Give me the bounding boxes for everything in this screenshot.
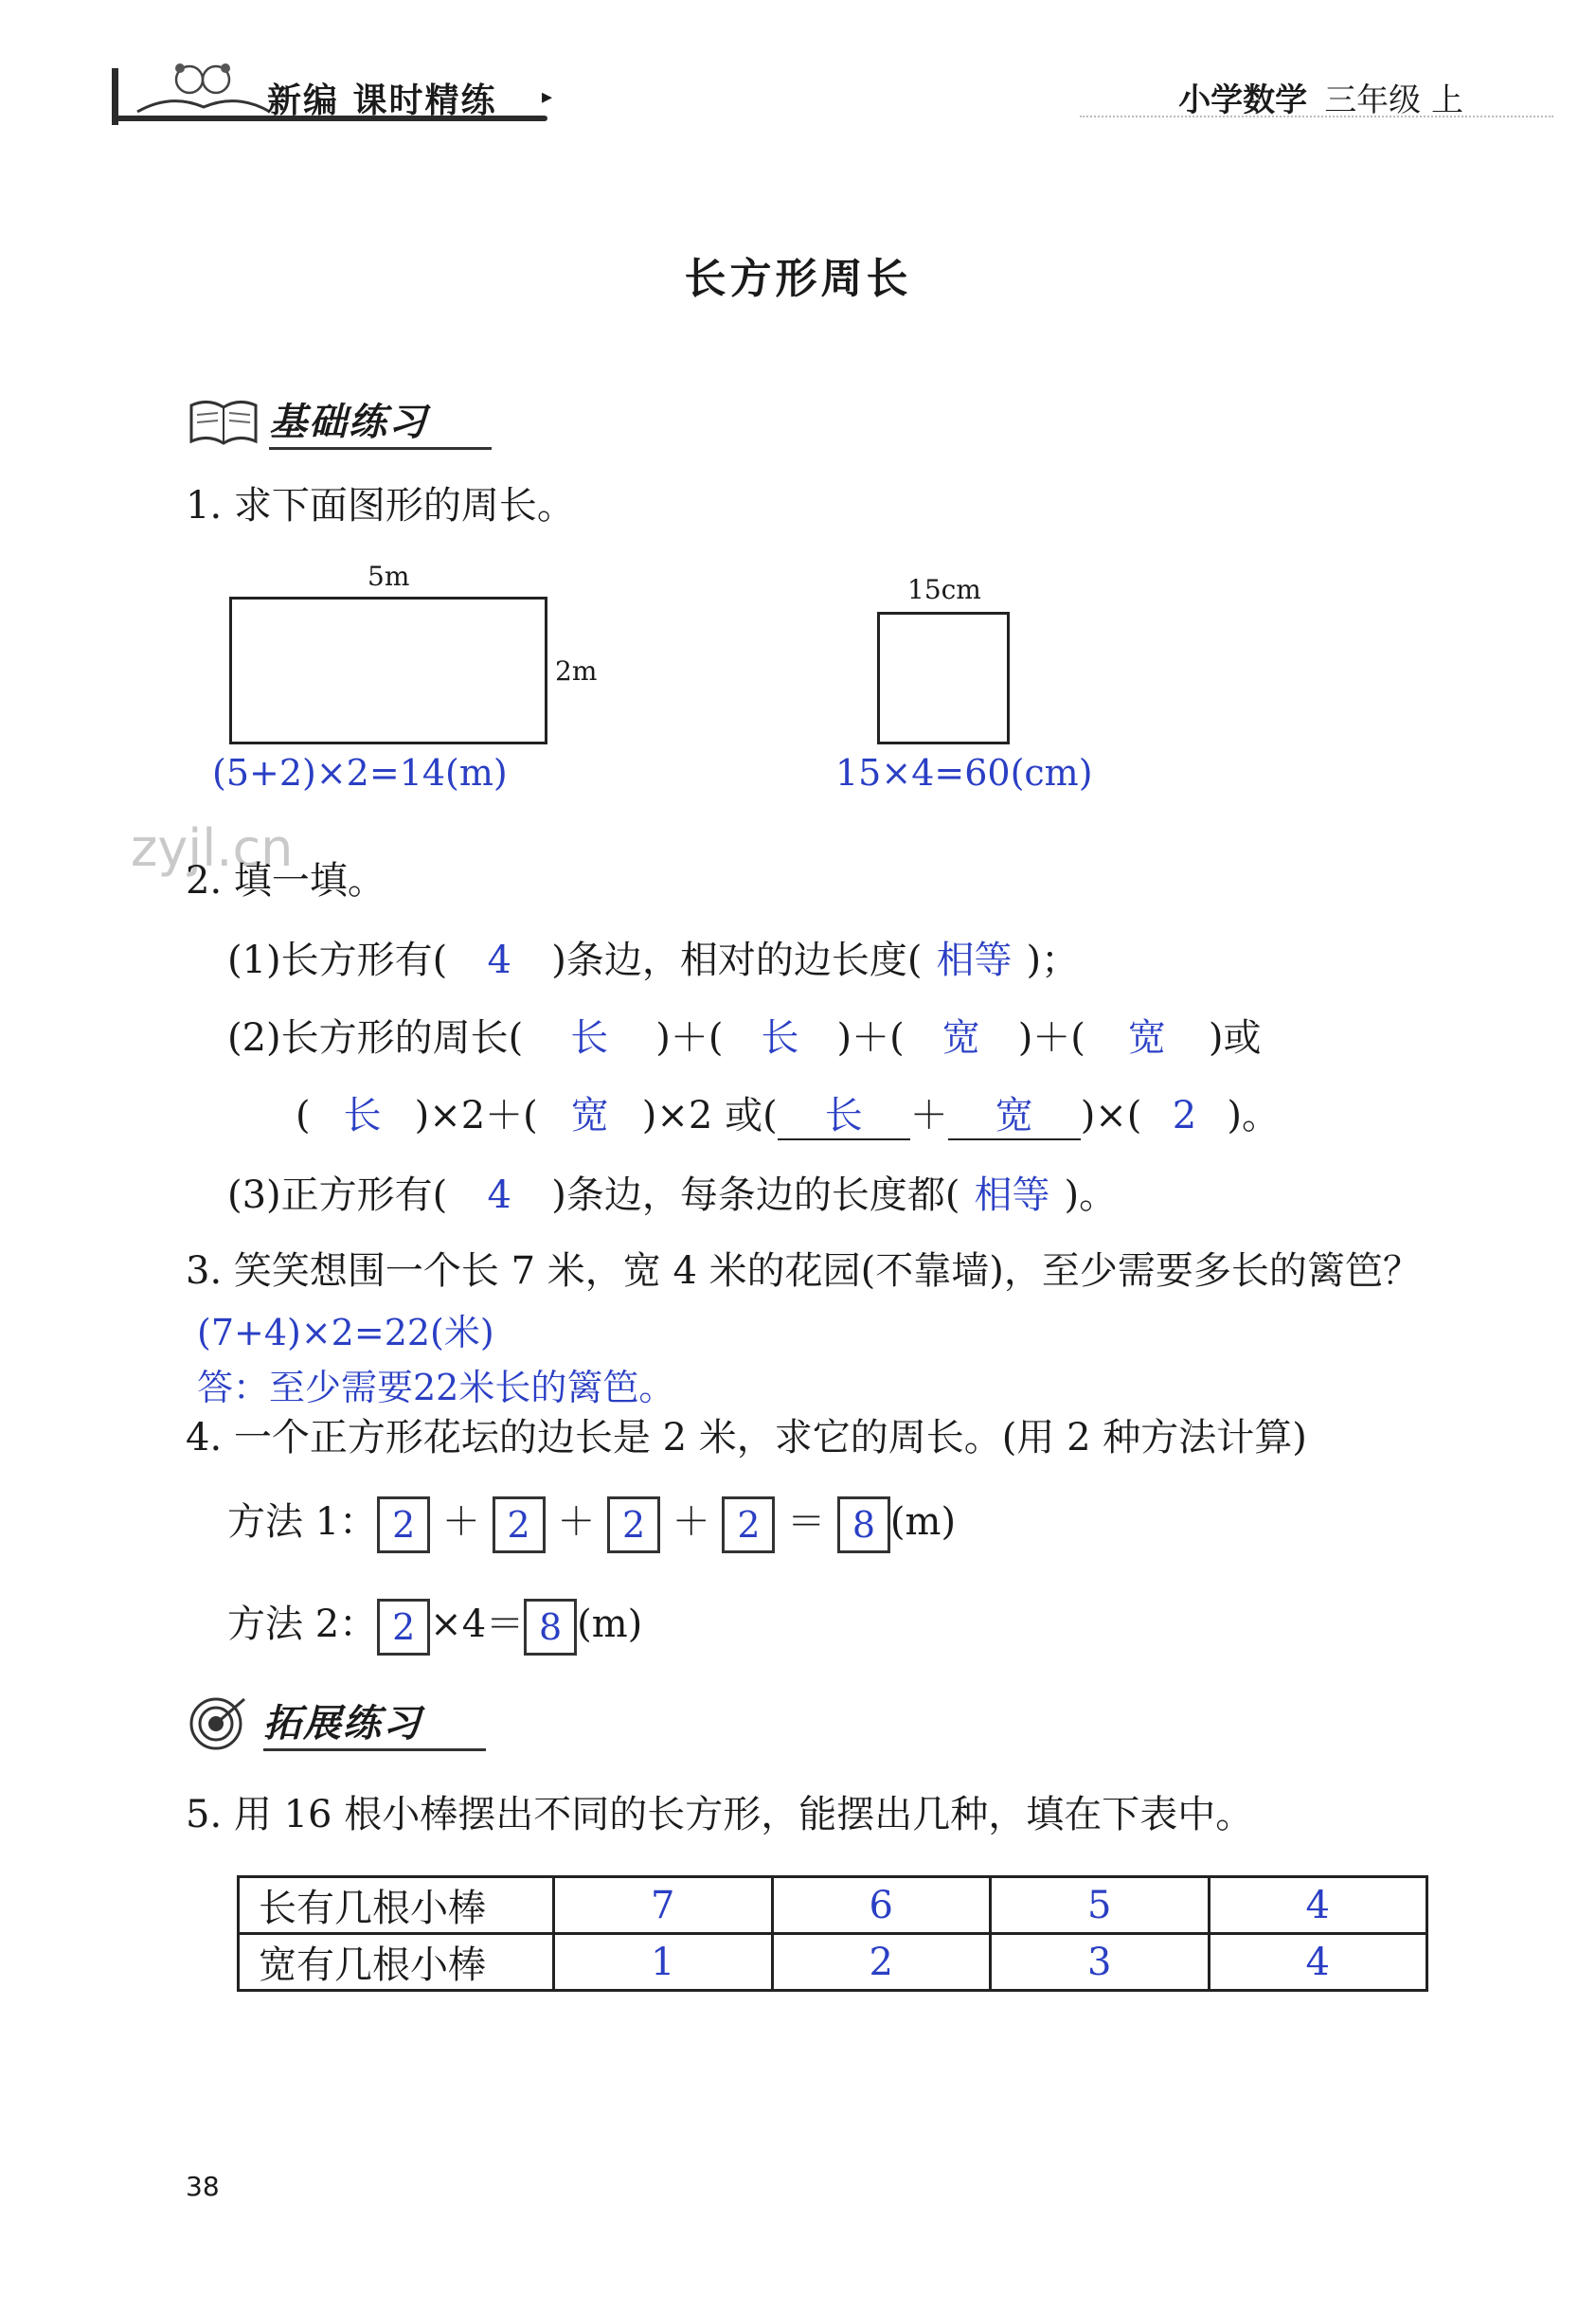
q4-text: 4. 一个正方形花坛的边长是 2 米，求它的周长。(用 2 种方法计算): [186, 1416, 1307, 1459]
rect-width-label: 5m: [368, 561, 410, 592]
rect-height-label: 2m: [555, 655, 598, 687]
lesson-title: 长方形周长: [684, 255, 912, 303]
header-series: [104, 61, 559, 140]
table-row: [239, 1934, 1427, 1991]
square-side-label: 15cm: [907, 574, 981, 605]
bear-reading-icon: [133, 55, 275, 121]
table-cell: 4: [1209, 1934, 1427, 1991]
table-cell: 4: [1209, 1877, 1427, 1934]
page-number: 38: [186, 2171, 220, 2202]
book-icon: [186, 392, 261, 449]
q2-part1: (1)长方形有( 4 )条边，相对的边长度( 相等 )；: [227, 939, 1080, 982]
q4-method1: 方法 1： 2 ＋ 2 ＋ 2 ＋ 2 ＝ 8 (m): [227, 1496, 956, 1553]
q5-text: 5. 用 16 根小棒摆出不同的长方形，能摆出几种，填在下表中。: [186, 1793, 1254, 1836]
q4-method2: 方法 2： 2 ×4＝ 8 (m): [227, 1599, 642, 1656]
q4-m1-box4: 2: [722, 1496, 775, 1553]
section-extend-title: 拓展练习: [263, 1702, 422, 1746]
header-divider: [1080, 116, 1553, 117]
q2-text: 2. 填一填。: [186, 859, 386, 903]
q3-answer-text: 答：至少需要22米长的篱笆。: [197, 1367, 675, 1408]
q4-m2-box1: 2: [377, 1599, 430, 1656]
section-basic: [186, 388, 508, 455]
table-row: [239, 1877, 1427, 1934]
target-icon: [186, 1693, 252, 1752]
section-extend: [186, 1690, 508, 1756]
q4-m1-box3: 2: [607, 1496, 660, 1553]
q3-answer-calc: (7+4)×2=22(米): [197, 1312, 494, 1353]
q1-text: 1. 求下面图形的周长。: [186, 484, 575, 528]
square-figure: [877, 612, 1010, 744]
table-cell: 3: [991, 1934, 1210, 1991]
table-cell: 1: [554, 1934, 773, 1991]
q4-m1-result: 8: [837, 1496, 890, 1553]
q2-part2-line1: (2)长方形的周长( 长 )＋( 长 )＋( 宽 )＋( 宽 )或: [227, 1016, 1262, 1060]
table-row-label: 宽有几根小棒: [239, 1934, 554, 1991]
table-row-label: 长有几根小棒: [239, 1877, 554, 1934]
section-basic-title: 基础练习: [269, 401, 428, 444]
subject-label: 小学数学: [1178, 81, 1308, 119]
q4-m2-result: 8: [524, 1599, 577, 1656]
watermark: zyjl.cn: [131, 818, 294, 878]
q2-part3: (3)正方形有( 4 )条边，每条边的长度都( 相等 )。: [227, 1173, 1118, 1217]
q1-answer-rect: (5+2)×2=14(m): [212, 752, 508, 794]
rectangle-figure: [229, 597, 547, 744]
table-cell: 6: [772, 1877, 991, 1934]
series-title: 新编 课时精练: [267, 81, 497, 120]
table-cell: 2: [772, 1934, 991, 1991]
header-arrow-icon: ▸: [542, 85, 553, 109]
table-cell: 5: [991, 1877, 1210, 1934]
header-subject: [1178, 74, 1463, 120]
q5-table: [237, 1875, 1428, 1992]
table-cell: 7: [554, 1877, 773, 1934]
q4-m1-box1: 2: [377, 1496, 430, 1553]
q1-answer-square: 15×4=60(cm): [835, 752, 1093, 794]
q2-p1-answer1: 4: [487, 939, 511, 982]
q3-text: 3. 笑笑想围一个长 7 米，宽 4 米的花园(不靠墙)，至少需要多长的篱笆？: [186, 1249, 1421, 1293]
q2-p1-answer2: 相等: [936, 939, 1013, 982]
grade-label: 三年级 上: [1324, 81, 1463, 119]
q4-m1-box2: 2: [493, 1496, 546, 1553]
q2-part2-line2: ( 长 )×2＋( 宽 )×2 或( 长 ＋ 宽 )×( 2 )。: [296, 1093, 1280, 1140]
